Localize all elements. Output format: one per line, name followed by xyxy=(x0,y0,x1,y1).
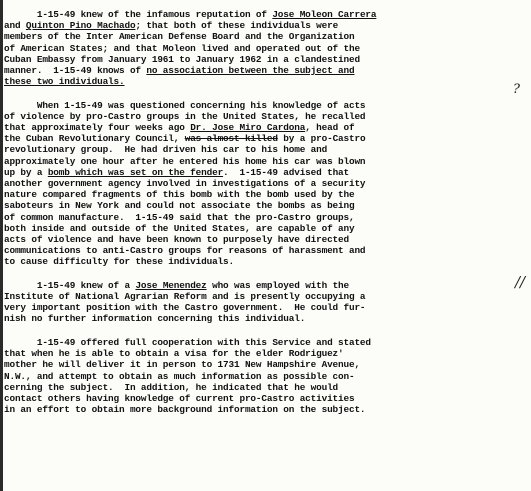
text-segment: 1-15-49 knew of the infamous reputation of xyxy=(4,9,273,20)
text-segment: manner. 1-15-49 knows of xyxy=(4,64,147,76)
text-segment: another government agency involved in investigations of a security xyxy=(4,178,366,190)
text-segment: 1-15-49 knew of a xyxy=(4,279,136,291)
text-line xyxy=(4,144,524,155)
text-segment: 1-15-49 offered full cooperation with this Service and stated xyxy=(4,337,371,349)
text-line xyxy=(4,245,524,256)
text-line xyxy=(4,65,524,76)
text-line xyxy=(4,100,524,111)
text-line xyxy=(4,393,524,404)
underlined-text: Jose Moleon Carrera xyxy=(272,9,377,20)
text-line xyxy=(4,31,524,42)
text-segment: both inside and outside of the United States, are capable of any xyxy=(4,222,355,234)
text-segment: very important position with the Castro government. He could fur- xyxy=(4,302,366,314)
text-segment: in an effort to obtain more background information on the subject. xyxy=(4,404,366,416)
paragraph-gap xyxy=(4,325,524,337)
text-segment: approximately one hour after he entered his home his car was blown xyxy=(4,155,366,167)
text-line xyxy=(4,371,524,382)
text-segment: When 1-15-49 was questioned concerning his knowledge of acts xyxy=(4,99,366,111)
text-line xyxy=(4,189,524,200)
text-segment: who was employed with the xyxy=(206,279,349,291)
scan-edge xyxy=(0,0,3,491)
paragraph-gap xyxy=(4,268,524,280)
text-line xyxy=(4,76,524,87)
text-segment: of common manufacture. 1-15-49 said that the pro-Castro groups, xyxy=(4,211,355,223)
text-line xyxy=(4,212,524,223)
document-body xyxy=(4,9,524,415)
text-line xyxy=(4,359,524,370)
struck-text: was almost killed xyxy=(184,133,278,145)
text-segment: , head of xyxy=(305,122,355,134)
text-segment: the Cuban Revolutionary Council, xyxy=(4,133,185,145)
text-line xyxy=(4,404,524,415)
text-segment: communications to anti-Castro groups for reasons of harassment and xyxy=(4,245,366,257)
text-segment: of American States; and that Moleon lived and operated out of the xyxy=(4,42,360,54)
text-segment: contact others having knowledge of current pro-Castro activities xyxy=(4,392,355,404)
text-line xyxy=(4,337,524,348)
text-segment: that when he is able to obtain a visa for the elder Rodriguez' xyxy=(4,348,344,360)
text-line xyxy=(4,167,524,178)
text-segment: revolutionary group. He had driven his car to his home and xyxy=(4,144,328,156)
text-line xyxy=(4,111,524,122)
text-segment: of violence by pro-Castro groups in the United States, he recalled xyxy=(4,110,366,122)
underlined-text: Quinton Pino Machado xyxy=(25,20,136,32)
text-segment: acts of violence and have been known to purposely have directed xyxy=(4,233,349,245)
text-segment: members of the Inter American Defense Board and the Organization xyxy=(4,31,355,43)
paragraph xyxy=(4,9,524,87)
paragraph xyxy=(4,280,524,325)
text-line xyxy=(4,156,524,167)
text-segment: N.W., and attempt to obtain as much information as possible con- xyxy=(4,370,355,382)
paragraph-gap xyxy=(4,87,524,99)
text-line xyxy=(4,178,524,189)
text-segment: . 1-15-49 advised that xyxy=(223,166,349,178)
text-segment: and xyxy=(4,20,26,32)
underlined-text: Dr. Jose Miro Cardona xyxy=(190,122,306,134)
text-line xyxy=(4,200,524,211)
text-segment: Cuban Embassy from January 1961 to January 1962 in a clandestined xyxy=(4,53,360,65)
paragraph xyxy=(4,100,524,268)
text-segment: by a pro-Castro xyxy=(277,133,366,145)
text-line xyxy=(4,280,524,291)
text-segment: ; that both of these individuals were xyxy=(135,20,339,32)
text-line xyxy=(4,348,524,359)
text-segment: Institute of National Agrarian Reform and is presently occupying a xyxy=(4,291,366,303)
text-segment: to cause difficulty for these individuals. xyxy=(4,256,234,268)
text-line xyxy=(4,234,524,245)
text-line xyxy=(4,382,524,393)
text-line xyxy=(4,256,524,267)
text-line xyxy=(4,133,524,144)
underlined-text: Jose Menendez xyxy=(135,279,207,291)
text-line xyxy=(4,313,524,324)
text-line xyxy=(4,20,524,31)
text-segment: cerning the subject. In addition, he indicated that he would xyxy=(4,381,339,393)
text-line xyxy=(4,43,524,54)
text-line xyxy=(4,54,524,65)
text-line xyxy=(4,223,524,234)
text-line xyxy=(4,302,524,313)
text-segment: that approximately four weeks ago xyxy=(4,122,191,134)
paragraph xyxy=(4,337,524,415)
text-segment: mother he will deliver it in person to 1731 New Hampshire Avenue, xyxy=(4,359,360,371)
text-line xyxy=(4,122,524,133)
text-line xyxy=(4,291,524,302)
text-line xyxy=(4,9,524,20)
text-segment: nish no further information concerning this individual. xyxy=(4,313,306,325)
underlined-text: these two individuals. xyxy=(4,76,125,88)
underlined-text: bomb which was set on the fender xyxy=(47,166,224,178)
underlined-text: no association between the subject and xyxy=(146,64,355,76)
text-segment: saboteurs in New York and could not associate the bombs as being xyxy=(4,200,355,212)
margin-question-mark: ? xyxy=(513,82,520,97)
margin-slash-mark: // xyxy=(515,273,526,291)
text-segment: up by a xyxy=(4,166,48,178)
text-segment: nature compared fragments of this bomb with the bomb used by the xyxy=(4,189,355,201)
